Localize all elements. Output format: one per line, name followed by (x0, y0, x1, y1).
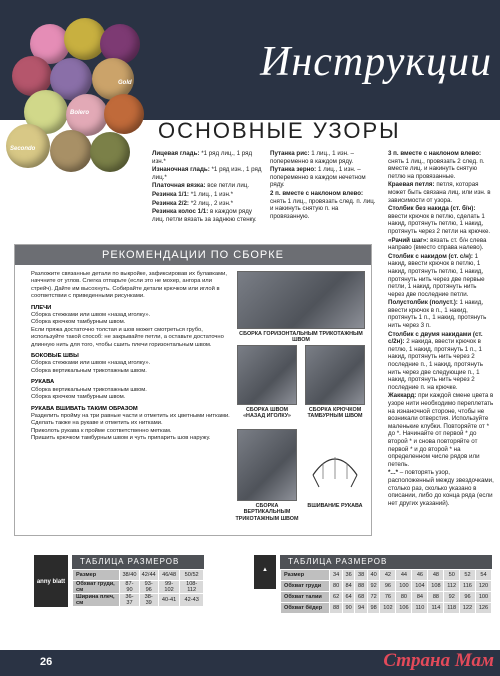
pattern-entry: Жаккард: при каждой смене цвета в узоре нити необходимо переплетать на изнаночной стороне, чтобы не возникали отверстия. Используйте маленькие клубки. Повторяйте от * до *. Начинайте от первой * до второй * и снова повторяйте от первой * и до второй * на определенном числе рядов или петель. (388, 392, 494, 468)
table-cell: 62 (330, 592, 343, 603)
photo-caption: СБОРКА ВЕРТИКАЛЬНЫМ ТРИКОТАЖНЫМ ШВОМ (235, 503, 299, 522)
row-label: Обхват груди (281, 581, 330, 592)
table-cell: 76 (380, 592, 396, 603)
table-cell: 42 (380, 570, 396, 581)
pattern-entry: Столбик без накида (ст. б/н): ввести крючок в петлю, сделать 1 накид, протянуть петлю, 1 накид, протянуть через 2 петли на крючке. (388, 205, 491, 235)
pattern-entry: Резинка 1/1: *1 лиц., 1 изн.* (152, 190, 234, 198)
table-cell: 116 (459, 581, 475, 592)
row-label: Обхват талии (281, 592, 330, 603)
pattern-entry: Путанка рис: 1 лиц., 1 изн. – попеременно в каждом ряду. (270, 150, 354, 165)
page-title: Инструкции (260, 39, 492, 85)
assembly-line: Сборка вертикальным трикотажным швом. (31, 386, 147, 393)
table-cell: 42/44 (139, 570, 158, 581)
assembly-line: Сборка крючком тамбурным швом. (31, 394, 126, 401)
seam-photo-backstitch (237, 345, 297, 405)
yarn-label: Gold (118, 80, 132, 86)
table-cell: 106 (396, 603, 412, 614)
table-cell: 88 (428, 592, 444, 603)
table-cell: 90 (342, 603, 355, 614)
assembly-subtitle: БОКОВЫЕ ШВЫ (31, 353, 79, 360)
assembly-line: Если пряжа достаточно толстая и шов может смотреться грубо, используйте такой способ: не закрывайте петли, а оставьте достаточно длинную нить для того, чтобы сшить плечи горизонтальным швом. (31, 326, 224, 348)
footer-band (0, 650, 500, 676)
row-label: Ширина плеч, см (73, 594, 120, 607)
table-cell: 122 (459, 603, 475, 614)
assembly-line: Приколоть рукава к пройме соответственно меткам. (31, 427, 172, 434)
patterns-column-3 (388, 150, 494, 508)
pattern-entry: Резинка 2/2: *2 лиц., 2 изн.* (152, 199, 234, 207)
table-cell: 38 (355, 570, 368, 581)
table-cell: 120 (475, 581, 491, 592)
photo-caption: СБОРКА ГОРИЗОНТАЛЬНЫМ ТРИКОТАЖНЫМ ШВОМ (239, 331, 363, 344)
table-cell: 38/40 (120, 570, 139, 581)
pattern-entry: Путанка зерно: 1 лиц., 1 изн. – попеременно в каждом нечетном ряду. (270, 166, 366, 189)
table-cell: 100 (475, 592, 491, 603)
yarn-ball (50, 130, 92, 172)
pattern-entry: 2 п. вместе с наклоном влево: снять 1 лиц., провязать след. п. лиц. и накинуть снятую п. на провязанную. (270, 189, 376, 220)
size-table-right (280, 555, 492, 614)
table-cell: 96 (380, 581, 396, 592)
table-cell: 50/52 (180, 570, 204, 581)
table-cell: 42-43 (180, 594, 204, 607)
size-table-title: ТАБЛИЦА РАЗМЕРОВ (280, 555, 492, 569)
pattern-entry: Столбик с накидом (ст. с/н): 1 накид, ввести крючок в петлю, 1 накид, протянуть петлю, 1 накид, протянуть нить через две первые петли, 1 накид, протянуть нить через две последние петли. (388, 252, 485, 298)
photo-caption: СБОРКА ШВОМ «НАЗАД ИГОЛКУ» (243, 407, 291, 420)
table-cell: 108-112 (180, 581, 204, 594)
row-label: Размер (73, 570, 120, 581)
section-title: ОСНОВНЫЕ УЗОРЫ (158, 118, 401, 143)
table-cell: 84 (412, 592, 428, 603)
table-cell: 48 (428, 570, 444, 581)
watermark: Страна Мам (383, 650, 494, 671)
assembly-subtitle: РУКАВА ВШИВАТЬ ТАКИМ ОБРАЗОМ (31, 405, 138, 412)
table-cell: 46/48 (158, 570, 180, 581)
photo-caption: ВШИВАНИЕ РУКАВА (307, 503, 363, 509)
seam-photo-vertical (237, 429, 297, 501)
table-cell: 84 (342, 581, 355, 592)
pattern-entry: *...* – повторять узор, расположенный между звездочками, столько раз, сколько указано в описании, либо до конца ряда (если нет других указаний). (388, 469, 494, 507)
brand-logo (34, 555, 68, 607)
table-cell: 118 (444, 603, 460, 614)
pattern-entry: Платочная вязка: все петли лиц. (152, 182, 250, 190)
pattern-entry: «Рачий шаг»: вязать ст. б/н слева направо (вместо справа налево). (388, 236, 487, 252)
pattern-entry: Краевая петля: петля, которая может быть связана лиц. или изн. в зависимости от узора. (388, 181, 491, 204)
table-cell: 93-96 (139, 581, 158, 594)
table-row (281, 603, 492, 614)
size-table-left (72, 555, 204, 607)
table-row (281, 581, 492, 592)
yarn-photo (0, 14, 170, 184)
assembly-line: Сделать также на рукаве и отметить их нитками. (31, 420, 163, 427)
table-row (73, 594, 204, 607)
assembly-line: Сборка крючком тамбурным швом. (31, 319, 126, 326)
table-cell: 40-41 (158, 594, 180, 607)
table-row (281, 592, 492, 603)
table-cell: 110 (412, 603, 428, 614)
table-cell: 68 (355, 592, 368, 603)
table-cell: 100 (396, 581, 412, 592)
table-cell: 126 (475, 603, 491, 614)
photo-caption: СБОРКА КРЮЧКОМ ТАМБУРНЫМ ШВОМ (307, 407, 363, 420)
table-cell: 112 (444, 581, 460, 592)
table-cell: 99-102 (158, 581, 180, 594)
table-cell: 64 (342, 592, 355, 603)
table-cell: 36-37 (120, 594, 139, 607)
assembly-intro: Разложите связанные детали по выкройке, зафиксировав их булавками, наччните от углов. Слегка отпарьте (если это не мохер, ангора или стрейч). Дайте им высохнуть. Собирайте детали крючком или иглой в соответствии с приведенными рисунками. (31, 271, 227, 300)
pattern-entry: Полустолбик (полуст.): 1 накид, ввести крючок в п., 1 накид, протянуть 1 п., 1 накид, протянуть нить через 3 п. (388, 299, 487, 330)
assembly-subtitle: ПЛЕЧИ (31, 304, 52, 311)
assembly-line: Пришить крючком тамбурным швом и чуть припарить шов наружу. (31, 435, 211, 442)
table-cell: 104 (412, 581, 428, 592)
table-row (73, 581, 204, 594)
table-row (73, 570, 204, 581)
row-label: Обхват бёдер (281, 603, 330, 614)
brand-logo-2: ▲ (254, 555, 276, 589)
row-label: Размер (281, 570, 330, 581)
table-cell: 44 (396, 570, 412, 581)
size-table (72, 569, 204, 607)
table-cell: 88 (330, 603, 343, 614)
table-cell: 34 (330, 570, 343, 581)
pattern-entry: Столбик с двумя накидами (ст. с/2н): 2 накида, ввести крючок в петлю, 1 накид, протянуть 1 п., 1 накид, протянуть нить через 2 последние п., 1 накид, протянуть нить через две следующие п., 1 накид, протянуть нить через 2 последние п. на крючке. (388, 330, 484, 391)
table-cell: 36 (342, 570, 355, 581)
table-cell: 92 (444, 592, 460, 603)
patterns-column-1 (152, 150, 264, 224)
patterns-column-2 (270, 150, 376, 221)
assembly-line: Разделить пройму на три равные части и отметить их цветными нитками. (31, 412, 230, 419)
table-cell: 88 (355, 581, 368, 592)
table-cell: 80 (330, 581, 343, 592)
table-cell: 92 (367, 581, 380, 592)
table-cell: 40 (367, 570, 380, 581)
brand-logo-text: anny blatt (36, 579, 66, 585)
table-cell: 114 (428, 603, 444, 614)
table-cell: 38-39 (139, 594, 158, 607)
pattern-entry: 3 п. вместе с наклоном влево: снять 1 лиц., провязать 2 след. п. вместе лиц. и накинуть снятую петлю на провязанные. (388, 150, 485, 180)
yarn-label: Secondo (10, 146, 36, 152)
assembly-line: Сборка вертикальным трикотажным швом. (31, 367, 147, 374)
seam-photo-crochet (305, 345, 365, 405)
seam-photo-horizontal (237, 271, 365, 329)
assembly-text (31, 271, 231, 443)
table-cell: 87-90 (120, 581, 139, 594)
yarn-ball (90, 132, 130, 172)
size-table (280, 569, 492, 614)
table-row (281, 570, 492, 581)
row-label: Обхват груди, см (73, 581, 120, 594)
table-cell: 108 (428, 581, 444, 592)
pattern-entry: Изнаночная гладь: *1 ряд изн., 1 ряд лиц.* (152, 166, 262, 181)
table-cell: 80 (396, 592, 412, 603)
table-cell: 54 (475, 570, 491, 581)
assembly-line: Сборка стежками или швом «назад иголку». (31, 312, 151, 319)
pattern-entry: Лицевая гладь: *1 ряд лиц., 1 ряд изн.* (152, 150, 253, 165)
assembly-subtitle: РУКАВА (31, 379, 55, 386)
page-number: 26 (40, 656, 53, 668)
sleeve-diagram (305, 435, 365, 495)
table-cell: 94 (355, 603, 368, 614)
table-cell: 102 (380, 603, 396, 614)
table-cell: 72 (367, 592, 380, 603)
yarn-label: Bolero (70, 110, 90, 116)
table-cell: 96 (459, 592, 475, 603)
size-table-title: ТАБЛИЦА РАЗМЕРОВ (72, 555, 204, 569)
table-cell: 52 (459, 570, 475, 581)
assembly-line: Сборка стежками или швом «назад иголку». (31, 360, 151, 367)
yarn-ball (104, 94, 144, 134)
table-cell: 98 (367, 603, 380, 614)
assembly-title: РЕКОМЕНДАЦИИ ПО СБОРКЕ (15, 245, 371, 265)
table-cell: 50 (444, 570, 460, 581)
table-cell: 46 (412, 570, 428, 581)
pattern-entry: Резинка колос 1/1: в каждом ряду лиц. петли вязать за заднюю стенку. (152, 208, 257, 223)
assembly-box (14, 244, 372, 536)
